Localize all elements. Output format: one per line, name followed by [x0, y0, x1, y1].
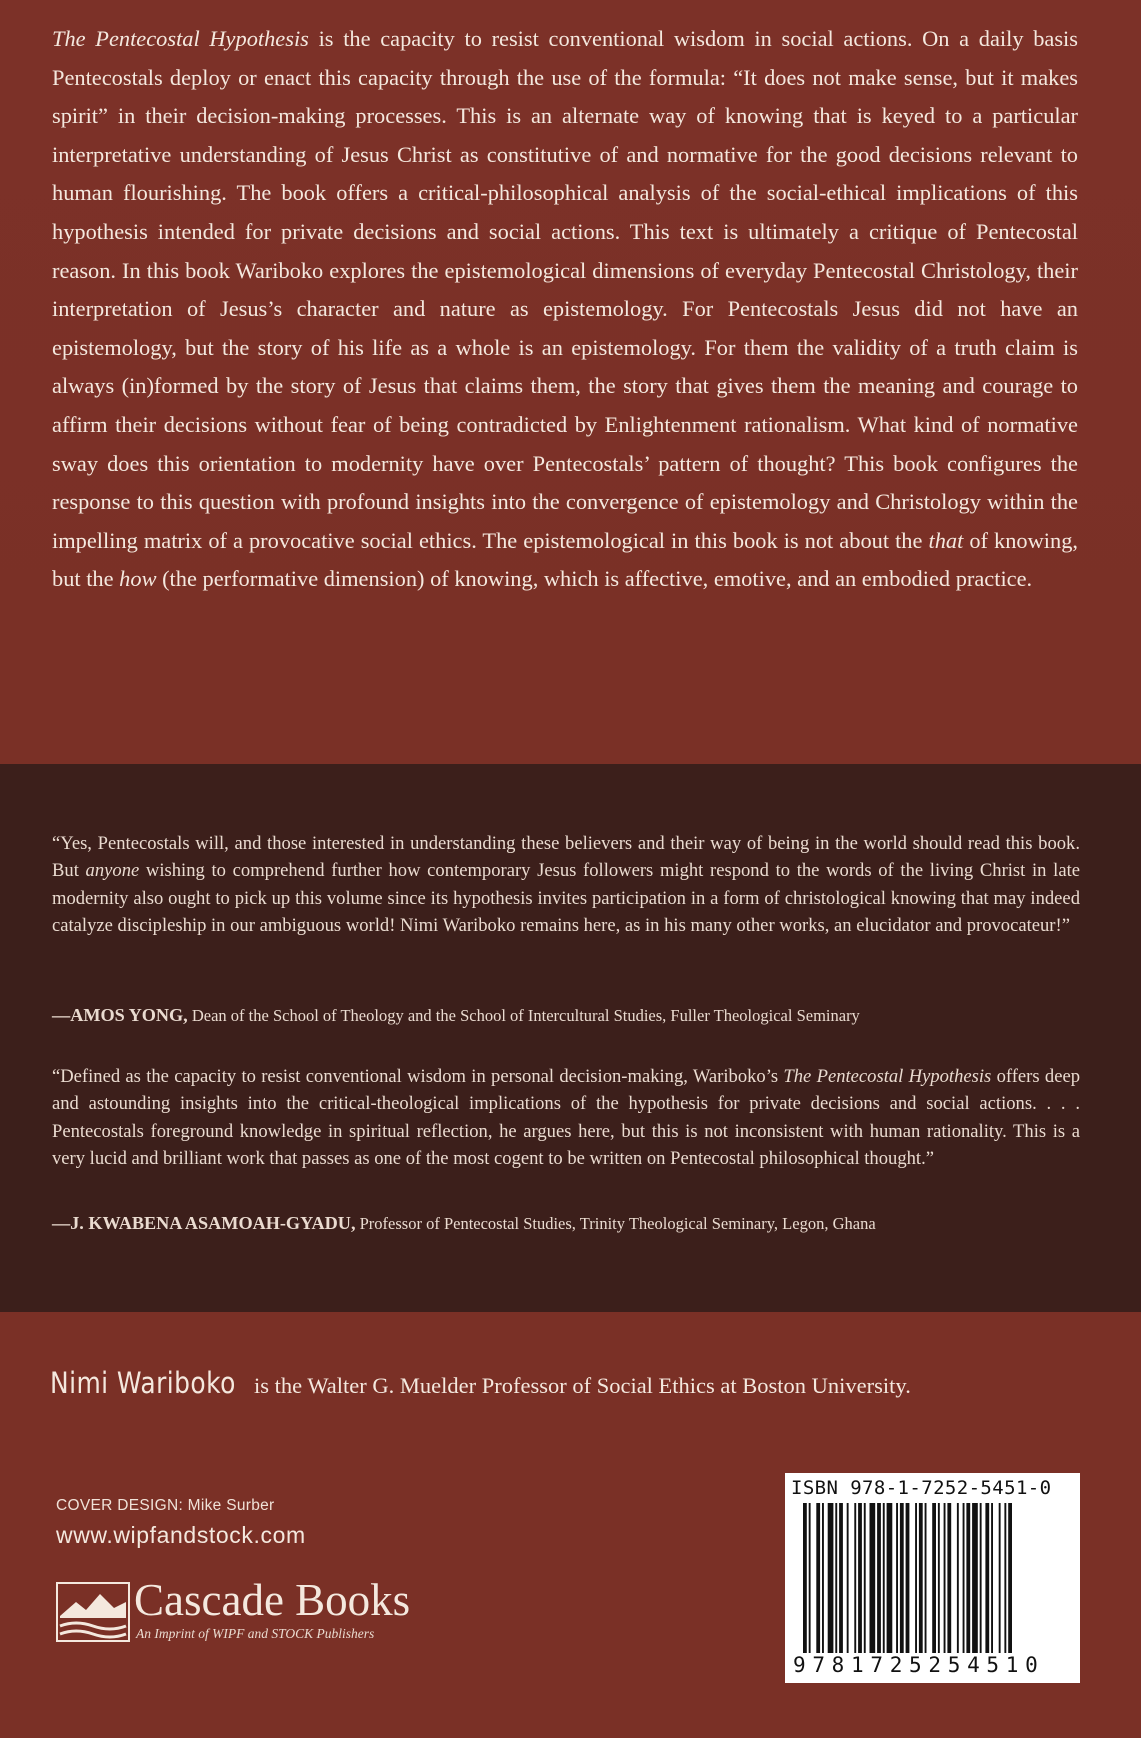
barcode-bar [828, 1503, 834, 1653]
barcode-bar [864, 1503, 866, 1653]
endorser-affiliation-2: Professor of Pentecostal Studies, Trinity Theological Seminary, Legon, Ghana [355, 1214, 876, 1233]
blurb-text-2: of knowing, but the [52, 527, 1079, 592]
blurb-text-3: (the performative dimension) of knowing, which is affective, emotive, and an embodied practice. [156, 566, 1033, 592]
quote-1-italic: anyone [85, 860, 140, 882]
blurb-how: how [119, 566, 157, 592]
quote-2-text-a: “Defined as the capacity to resist conventional wisdom in personal decision-making, Wariboko’s [52, 1066, 784, 1087]
barcode-bar [883, 1503, 885, 1653]
barcode-bar [938, 1503, 940, 1653]
barcode-bar [847, 1503, 849, 1653]
barcode-bar [999, 1503, 1001, 1653]
barcode-bar [803, 1503, 807, 1653]
barcode-bar [1008, 1503, 1012, 1653]
barcode-bar [816, 1503, 820, 1653]
blurb-text-1: is the capacity to resist conventional wisdom in social actions. On a daily basis Pentecostals deploy or enact this capacity through the use of the formula: “It does not make sense, but it makes spirit” in their decision-making processes. This is an alternate way of knowing that is keyed to a particular interpretative understanding of Jesus Christ as constitutive of and normative for the good decisions relevant to human flourishing. The book offers a critical-philosophical analysis of the social-ethical implications of this hypothesis intended for private decisions and social actions. This text is ultimately a critique of Pentecostal reason. In this book Wariboko explores the epistemological dimensions of everyday Pentecostal Christology, their interpretation of Jesus’s character and nature as epistemology. For Pentecostals Jesus did not have an epistemology, but the story of his life as a whole is an epistemology. For them the validity of a truth claim is always (in)formed by the story of Jesus that claims them, the story that gives them the meaning and courage to affirm their decisions without fear of being contradicted by Enlightenment rationalism. What kind of normative sway does this orientation to modernity have over Pentecostals’ pattern of thought? This book configures the response to this question with profound insights into the convergence of epistemology and Christology within the impelling matrix of a provocative social ethics. The epistemological in this book is not about the [52, 26, 1078, 553]
barcode-bar [966, 1503, 970, 1653]
barcode-bars [803, 1503, 1065, 1653]
endorsement-attribution-1 [52, 1004, 1092, 1027]
blurb-title: The Pentecostal Hypothesis [52, 26, 309, 51]
endorsement-quote-2 [52, 1063, 1080, 1173]
isbn-label: ISBN 978-1-7252-5451-0 [791, 1477, 1052, 1499]
publisher-name: Cascade Books [134, 1575, 411, 1625]
barcode-bar [835, 1503, 837, 1653]
barcode-bar [854, 1503, 856, 1653]
barcode-bar [947, 1503, 951, 1653]
barcode-bar [809, 1503, 811, 1653]
barcode-bar [925, 1503, 927, 1653]
mountain-logo-icon [56, 1582, 130, 1642]
barcode-bar [906, 1503, 910, 1653]
barcode-bar [985, 1503, 989, 1653]
barcode-bar [972, 1503, 978, 1653]
barcode-bar [919, 1503, 923, 1653]
barcode-bar [900, 1503, 904, 1653]
quote-1-text-a: “Yes, Pentecostals will, and those interested in understanding these believers and their way of being in the world should read this book. But [52, 833, 1080, 882]
barcode-digits: 9781725254510 [793, 1653, 1045, 1677]
publisher-website[interactable]: www.wipfandstock.com [56, 1522, 306, 1548]
endorsement-quote-1 [52, 830, 1080, 940]
barcode-bar [980, 1503, 982, 1653]
barcode-bar [839, 1503, 843, 1653]
barcode-bar [896, 1503, 898, 1653]
barcode-bar [858, 1503, 862, 1653]
barcode-bar [870, 1503, 876, 1653]
quote-1-text-b: wishing to comprehend further how contemporary Jesus followers might respond to the words of the living Christ in late modernity also ought to pick up this volume since its hypothesis invites participation in a form of christological knowing that may indeed catalyze discipleship in our ambiguous world! Nimi Wariboko remains here, as in his many other works, an elucidator and provocateur!” [52, 860, 1080, 937]
barcode-bar [991, 1503, 993, 1653]
barcode-bar [957, 1503, 959, 1653]
barcode-bar [822, 1503, 824, 1653]
author-bio-line [50, 1366, 1110, 1400]
barcode-bar [915, 1503, 917, 1653]
quote-2-italic: The Pentecostal Hypothesis [783, 1066, 992, 1087]
book-description [52, 20, 1078, 599]
blurb-that: that [928, 527, 964, 553]
endorser-name-2: —J. KWABENA ASAMOAH-GYADU, [52, 1213, 356, 1233]
barcode-bar [944, 1503, 946, 1653]
publisher-logo [56, 1576, 486, 1646]
barcode-bar [932, 1503, 936, 1653]
isbn-barcode [785, 1473, 1080, 1683]
barcode-bar [963, 1503, 965, 1653]
quote-2-text-b: offers deep and astounding insights into the critical-theological implications of the hypothesis for private decisions and social actions. . . . Pentecostals foreground knowledge in spiritual reflection, he argues here, but this is not inconsistent with human rationality. This is a very lucid and brilliant work that passes as one of the most cogent to be written on Pentecostal philosophical thought.” [52, 1066, 1080, 1170]
endorser-affiliation-1: Dean of the School of Theology and the School of Intercultural Studies, Fuller Theological Seminary [187, 1006, 860, 1025]
barcode-bar [877, 1503, 881, 1653]
endorsement-attribution-2 [52, 1212, 1092, 1235]
author-bio: is the Walter G. Muelder Professor of Social Ethics at Boston University. [254, 1373, 911, 1398]
barcode-bar [887, 1503, 893, 1653]
author-name: Nimi Wariboko [50, 1366, 236, 1400]
endorser-name-1: —AMOS YONG, [52, 1005, 188, 1025]
publisher-imprint: An Imprint of WIPF and STOCK Publishers [136, 1626, 375, 1641]
cover-design-credit: COVER DESIGN: Mike Surber [56, 1497, 275, 1514]
barcode-bar [1004, 1503, 1006, 1653]
